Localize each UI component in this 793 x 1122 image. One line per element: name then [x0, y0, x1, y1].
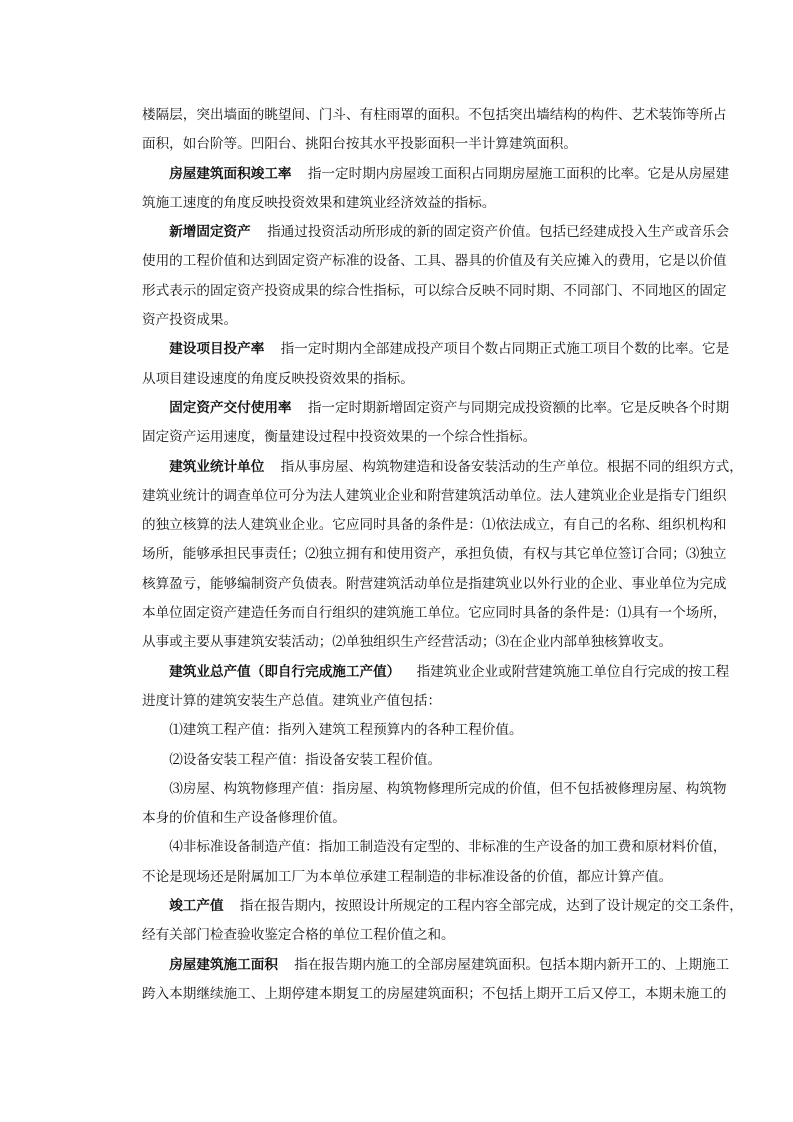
text-line: [142, 658, 730, 687]
paragraph: [142, 658, 730, 717]
line-text: 使用的工程价值和达到固定资产标准的设备、工具、器具的价值及有关应摊入的费用，它是以价值: [142, 253, 727, 270]
text-line: [142, 833, 727, 862]
text-line: [142, 160, 730, 189]
line-text: 场所，能够承担民事责任；⑵独立拥有和使用资产，承担负债，有权与其它单位签订合同；⑶独立: [142, 546, 727, 563]
line-text: 楼隔层，突出墙面的眺望间、门斗、有柱雨罩的面积。不包括突出墙结构的构件、艺术装饰等所占: [142, 107, 727, 123]
text-line: [142, 101, 727, 130]
line-text: ⑵设备安装工程产值：指设备安装工程价值。: [169, 751, 442, 768]
text-line: [142, 892, 743, 921]
term-heading: 新增固定资产: [169, 224, 251, 241]
line-text: 不论是现场还是附属加工厂为本单位承建工程制造的非标准设备的价值，都应计算产值。: [142, 868, 673, 885]
line-text: ⑶房屋、构筑物修理产值：指房屋、构筑物修理所完成的价值，但不包括被修理房屋、构筑物: [169, 780, 727, 797]
text-line: [142, 218, 730, 247]
text-line: [142, 189, 652, 218]
paragraph: [142, 394, 730, 453]
paragraph: [142, 160, 730, 219]
text-line: [142, 804, 652, 833]
paragraph: [142, 892, 743, 951]
paragraph: [142, 746, 652, 775]
paragraph: [142, 101, 727, 160]
term-heading: 房屋建筑施工面积: [169, 956, 278, 973]
term-heading: 固定资产交付使用率: [169, 399, 292, 416]
line-text: 面积，如台阶等。凹阳台、挑阳台按其水平投影面积一半计算建筑面积。: [142, 136, 577, 153]
text-line: [142, 628, 673, 657]
line-text: 建筑业统计的调查单位可分为法人建筑业企业和附营建筑活动单位。法人建筑业企业是指专门组织: [142, 487, 727, 504]
text-line: [142, 365, 652, 394]
text-line: [142, 335, 730, 364]
paragraph: [142, 775, 727, 834]
text-line: [142, 277, 727, 306]
text-line: [142, 746, 652, 775]
term-heading: 房屋建筑面积竣工率: [169, 165, 292, 182]
line-text: 资产投资成果。: [142, 312, 238, 329]
text-line: [142, 394, 730, 423]
text-line: [142, 511, 727, 540]
line-text: 进度计算的建筑安装生产总值。建筑业产值包括：: [142, 692, 442, 709]
line-text: 指一定时期新增固定资产与同期完成投资额的比率。它是反映各个时期: [307, 399, 730, 416]
text-line: [142, 863, 673, 892]
line-text: 跨入本期继续施工、上期停建本期复工的房屋建筑面积；不包括上期开工后又停工，本期未施工的: [142, 985, 727, 1002]
text-line: [142, 951, 730, 980]
line-text: ⑴建筑工程产值：指列入建筑工程预算内的各种工程价值。: [169, 722, 523, 739]
term-heading: 建筑业总产值（即自行完成施工产值）: [169, 663, 401, 680]
line-text: 指建筑业企业或附营建筑施工单位自行完成的按工程: [416, 663, 730, 680]
line-text: 指在报告期内施工的全部房屋建筑面积。包括本期内新开工的、上期施工: [294, 956, 730, 973]
document-body: [142, 101, 743, 1009]
text-line: [142, 247, 727, 276]
line-text: 固定资产运用速度，衡量建设过程中投资效果的一个综合性指标。: [142, 429, 537, 446]
line-text: 从事或主要从事建筑安装活动；⑵单独组织生产经营活动；⑶在企业内部单独核算收支。: [142, 634, 673, 651]
line-text: 指一定时期内全部建成投产项目个数占同期正式施工项目个数的比率。它是: [280, 341, 730, 358]
text-line: [142, 716, 652, 745]
line-text: 从项目建设速度的角度反映投资效果的指标。: [142, 370, 414, 387]
text-line: [142, 980, 727, 1009]
line-text: 本身的价值和生产设备修理价值。: [142, 810, 346, 827]
text-line: [142, 306, 652, 335]
term-heading: 竣工产值: [169, 898, 224, 915]
paragraph: [142, 716, 652, 745]
line-text: ⑷非标准设备制造产值：指加工制造没有定型的、非标准的生产设备的加工费和原材料价值，: [169, 839, 727, 856]
paragraph: [142, 335, 730, 394]
text-line: [142, 453, 743, 482]
text-line: [142, 570, 727, 599]
paragraph: [142, 833, 727, 892]
line-text: 指一定时期内房屋竣工面积占同期房屋施工面积的比率。它是从房屋建: [307, 165, 730, 182]
text-line: [142, 130, 652, 159]
text-line: [142, 482, 727, 511]
line-text: 本单位固定资产建造任务而自行组织的建筑施工单位。它应同时具备的条件是：⑴具有一个场所，: [142, 605, 727, 622]
paragraph: [142, 453, 743, 658]
text-line: [142, 687, 652, 716]
line-text: 指通过投资活动所形成的新的固定资产价值。包括已经建成投入生产或音乐会: [267, 224, 730, 241]
line-text: 经有关部门检查验收鉴定合格的单位工程价值之和。: [142, 927, 455, 944]
line-text: 形式表示的固定资产投资成果的综合性指标，可以综合反映不同时期、不同部门、不同地区的固定: [142, 282, 727, 299]
paragraph: [142, 951, 730, 1010]
line-text: 核算盈亏，能够编制资产负债表。附营建筑活动单位是指建筑业以外行业的企业、事业单位为完成: [142, 575, 727, 592]
line-text: 筑施工速度的角度反映投资效果和建筑业经济效益的指标。: [142, 194, 496, 211]
term-heading: 建筑业统计单位: [169, 458, 265, 475]
paragraph: [142, 218, 730, 335]
text-line: [142, 921, 652, 950]
text-line: [142, 775, 727, 804]
line-text: 指在报告期内，按照设计所规定的工程内容全部完成，达到了设计规定的交工条件，: [239, 898, 743, 915]
line-text: 指从事房屋、构筑物建造和设备安装活动的生产单位。根据不同的组织方式，: [280, 458, 743, 475]
text-line: [142, 599, 727, 628]
text-line: [142, 423, 652, 452]
term-heading: 建设项目投产率: [169, 341, 265, 358]
text-line: [142, 540, 727, 569]
line-text: 的独立核算的法人建筑业企业。它应同时具备的条件是：⑴依法成立，有自己的名称、组织机构和: [142, 517, 727, 534]
